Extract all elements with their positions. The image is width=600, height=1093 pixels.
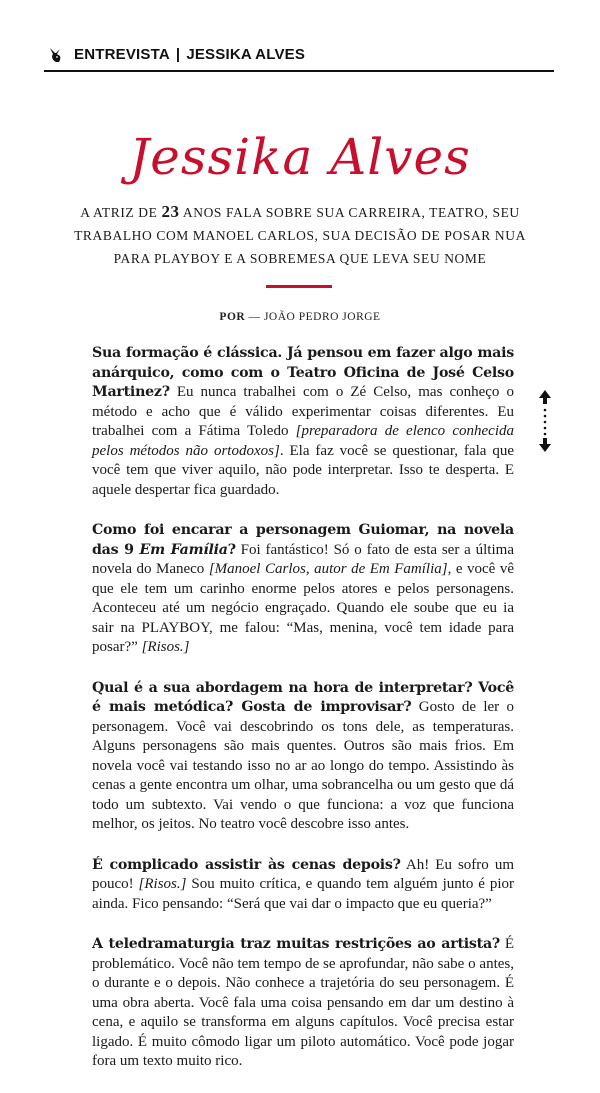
qa-block [92, 679, 514, 835]
question: Sua formação é clássica. Já pensou em fazer algo mais anárquico, como com o Teatro Oficina de José Celso Martinez? [92, 345, 514, 400]
question-title: Em Família [139, 541, 228, 558]
section-label [74, 46, 305, 63]
subtitle-age: 23 [161, 202, 180, 221]
page-header [44, 40, 554, 72]
editor-note: [Risos.] [138, 876, 187, 892]
subtitle-part1: A ATRIZ DE [80, 205, 162, 220]
rabbit-head-icon [48, 47, 62, 63]
byline-por: POR [219, 311, 246, 323]
scroll-arrows-icon[interactable] [535, 388, 555, 454]
qa-block [92, 344, 514, 500]
qa-block [92, 521, 514, 658]
article-body [92, 344, 514, 1093]
answer: , e você vê que ele tem um carinho enorme pelos atores e pelos personagens. Aconteceu até um negócio engraçado. Quando ele soube que eu ia sair na PLAYBOY, me falou: “Mas, menina, você tem idade para posar?” [92, 561, 514, 655]
section-name: ENTREVISTA [74, 46, 170, 63]
title-divider [266, 285, 332, 288]
article-subtitle [70, 200, 530, 270]
question: Qual é a sua abordagem na hora de interpretar? Você é mais metódica? Gosta de improvisar? [92, 679, 514, 715]
byline [0, 311, 600, 323]
editor-note: [Risos.] [141, 639, 190, 655]
article-title: Jessika Alves [129, 128, 471, 186]
question: A teledramaturgia traz muitas restrições ao artista? [92, 936, 500, 952]
editor-note: [preparadora de elenco conhecida pelos métodos não ortodoxos] [92, 423, 514, 459]
byline-author: JOÃO PEDRO JORGE [263, 311, 381, 323]
header-rule [44, 70, 554, 72]
question-text: Como foi encarar a personagem Guiomar, na novela das 9 [92, 522, 514, 558]
answer: Foi fantástico! Só o fato de esta ser a última novela do Maneco [92, 541, 514, 577]
byline-dash: — [245, 311, 264, 323]
qa-block [92, 856, 514, 915]
answer: . Ela faz você se questionar, fala que você tem que viver aquilo, não pode interpretar. Isso te desperta. E aquele despertar fica guardado. [92, 442, 514, 498]
subtitle-part2: ANOS FALA SOBRE SUA CARREIRA, TEATRO, SEU TRABALHO COM MANOEL CARLOS, SUA DECISÃO DE POSAR NUA PARA PLAYBOY E A SOBREMESA QUE LEVA SEU NOME [74, 205, 526, 266]
answer: Ah! Eu sofro um pouco! [92, 856, 514, 892]
editor-note: [Manoel Carlos, autor de Em Família] [208, 561, 448, 577]
qa-block [92, 935, 514, 1072]
answer: É problemático. Você não tem tempo de se aprofundar, não sabe o antes, o durante e o depois. Não conhece a trajetória do seu personagem. É uma obra aberta. Você fala uma coisa pensando em dar um destino à cena, e aquilo se transforma em alguns capítulos. Você precisa estar ligado. É muito cômodo ligar um piloto automático. Você pode jogar fora um texto muito rico. [92, 936, 515, 1069]
answer: Sou muito crítica, e quando tem alguém junto é pior ainda. Fico pensando: “Será que vai dar o impacto que eu queria?” [92, 876, 514, 912]
question-end: ? [227, 541, 236, 558]
interviewee-name: JESSIKA ALVES [186, 46, 306, 63]
question: É complicado assistir às cenas depois? [92, 856, 401, 873]
answer: Gosto de ler o personagem. Você vai descobrindo os tons dele, as temperaturas. Alguns personagens são mais quentes. Outros são mais frios. Em novela você vai testando isso no ar ao longo do tempo. Assistindo às cenas a gente encontra um olhar, uma sobrancelha ou um gesto que dá todo um subtexto. Vai vendo o que funciona: a voz que funciona melhor, os jeitos. No teatro você descobre isso antes. [92, 699, 514, 832]
header-separator: | [175, 46, 181, 63]
answer: Eu nunca trabalhei com o Zé Celso, mas conheço o método e acho que é válido experimentar coisas diferentes. Eu trabalhei com a Fátima Toledo [92, 384, 514, 439]
